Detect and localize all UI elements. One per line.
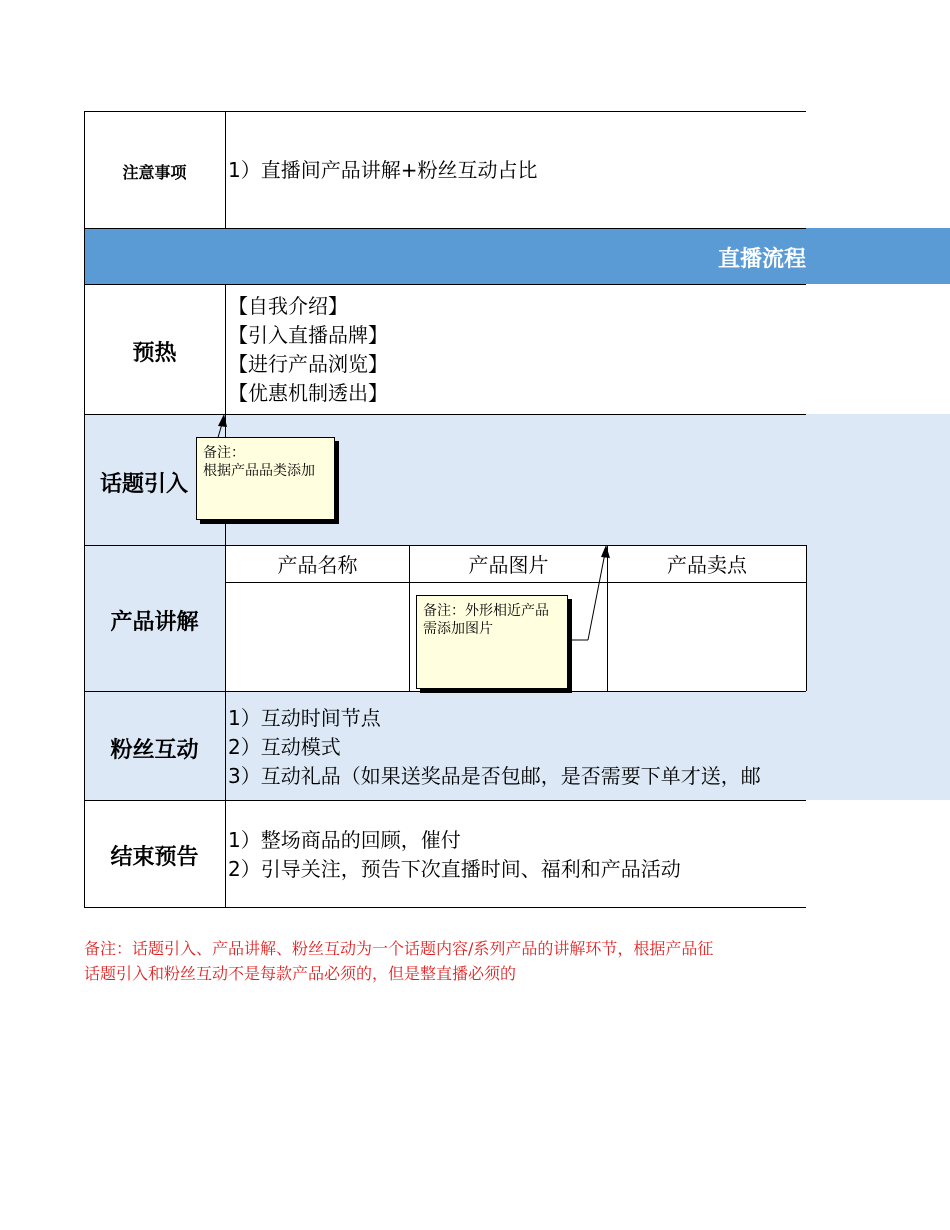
warmup-line: 【自我介绍】: [228, 294, 348, 318]
footer-note-line: 话题引入和粉丝互动不是每款产品必须的，但是整直播必须的: [84, 964, 517, 983]
product-col-name: 产品名称: [277, 553, 358, 577]
product-col-selling-point: 产品卖点: [667, 553, 747, 577]
warmup-line: 【引入直播品牌】: [228, 323, 388, 347]
warmup-line: 【进行产品浏览】: [228, 352, 388, 376]
flow-header-title: 直播流程: [717, 247, 806, 272]
fans-line: 2）互动模式: [228, 735, 341, 759]
warmup-line: 【优惠机制透出】: [228, 381, 388, 405]
product-col-image: 产品图片: [468, 553, 549, 577]
fans-line: 1）互动时间节点: [228, 706, 381, 730]
product-image-comment-box[interactable]: 备注：外形相近产品 需添加图片: [416, 595, 568, 689]
notice-label: 注意事项: [122, 163, 187, 182]
notice-text: 1）直播间产品讲解+粉丝互动占比: [228, 158, 538, 182]
ending-label: 结束预告: [110, 845, 199, 870]
warmup-label: 预热: [132, 341, 177, 366]
product-label: 产品讲解: [110, 610, 199, 635]
ending-line: 1）整场商品的回顾，催付: [228, 828, 461, 852]
ending-line: 2）引导关注，预告下次直播时间、福利和产品活动: [228, 857, 681, 881]
fans-line: 3）互动礼品（如果送奖品是否包邮，是否需要下单才送，邮: [228, 764, 761, 788]
topic-comment-box[interactable]: 备注： 根据产品品类添加: [196, 437, 335, 520]
footer-note-line: 备注：话题引入、产品讲解、粉丝互动为一个话题内容/系列产品的讲解环节，根据产品征: [84, 939, 714, 958]
topic-label: 话题引入: [100, 472, 189, 497]
fans-label: 粉丝互动: [110, 738, 199, 763]
